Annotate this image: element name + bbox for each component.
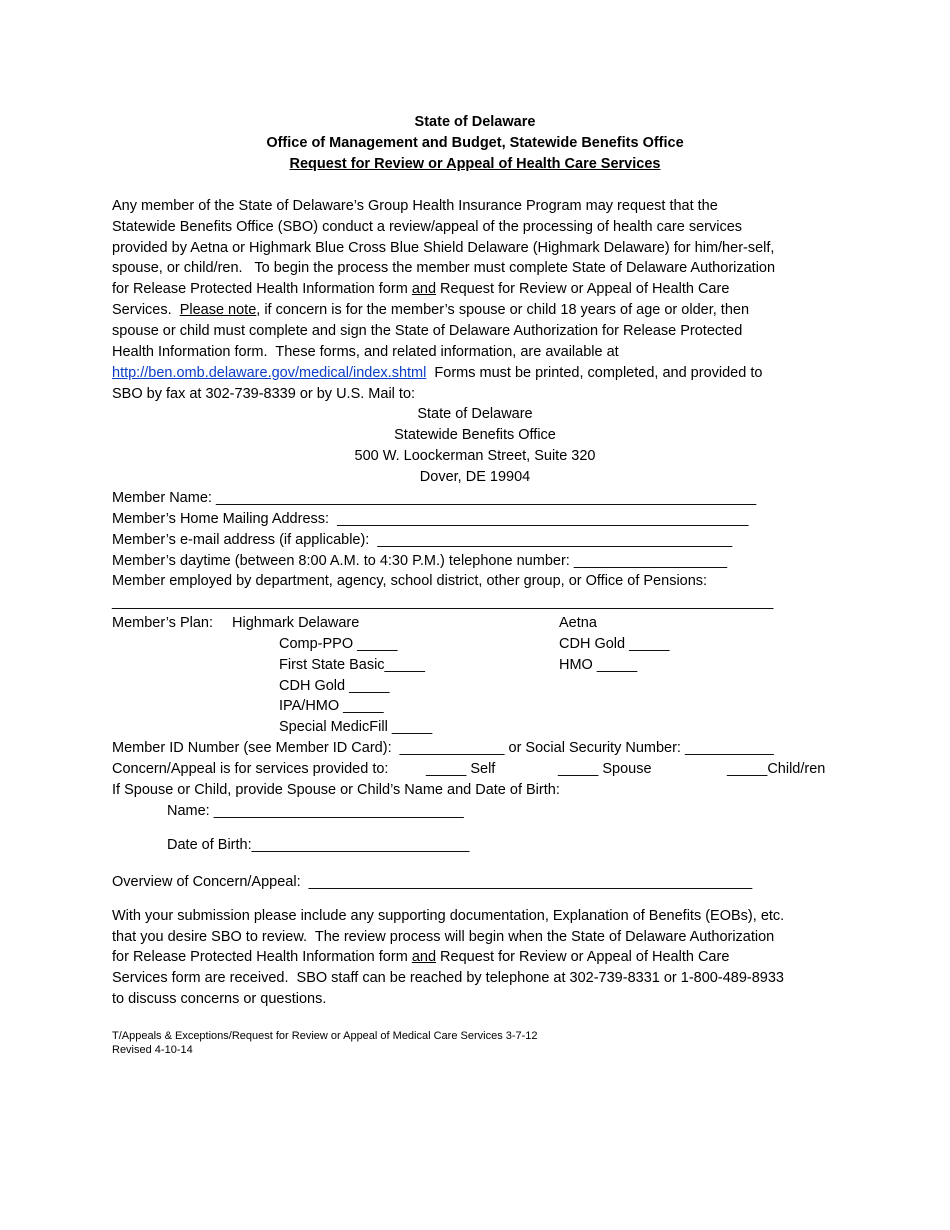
intro-text: for Release Protected Health Information form [112,281,412,297]
intro-line: spouse or child must complete and sign the State of Delaware Authorization for Release Protected [112,323,743,339]
benefits-website-link[interactable]: http://ben.omb.delaware.gov/medical/index.shtml [112,365,427,381]
address-line: Statewide Benefits Office [394,427,556,443]
plan-option-ipa-hmo[interactable]: IPA/HMO _____ [279,698,384,714]
address-line: Dover, DE 19904 [419,469,531,485]
plan-option-special-medicfill[interactable]: Special MedicFill _____ [279,719,433,735]
plan-option-comp-ppo[interactable]: Comp-PPO _____ [279,636,398,652]
aetna-title: Aetna [559,615,597,631]
intro-line: Any member of the State of Delaware’s Group Health Insurance Program may request that the [112,198,718,214]
plan-option-aetna-cdh-gold[interactable]: CDH Gold _____ [559,636,670,652]
footer-file-path: T/Appeals & Exceptions/Request for Review or Appeal of Medical Care Services 3-7-12 [112,1030,538,1042]
highmark-title: Highmark Delaware [232,615,360,631]
plan-option-first-state-basic[interactable]: First State Basic_____ [279,657,425,673]
header-office: Office of Management and Budget, Statewide Benefits Office [266,135,684,151]
closing-line: that you desire SBO to review. The review process will begin when the State of Delaware Authorization [112,929,775,945]
concern-self-option[interactable]: _____ Self [426,761,496,777]
header-state: State of Delaware [414,114,536,130]
intro-line [112,363,762,384]
form-title: Request for Review or Appeal of Health Care Services [289,156,661,172]
closing-line: Services form are received. SBO staff can be reached by telephone at 302-739-8331 or 1-800-489-8933 [112,970,784,986]
intro-text: Services. [112,302,180,318]
intro-text: Forms must be printed, completed, and provided to [426,365,763,381]
closing-text: Request for Review or Appeal of Health Care [436,949,730,965]
employer-field[interactable]: __________________________________________________________________________________ [112,594,774,610]
dependent-name-field[interactable]: Name: _______________________________ [167,803,464,819]
address-line: State of Delaware [417,406,533,422]
intro-line: Health Information form. These forms, and related information, are available at [112,344,619,360]
overview-field[interactable]: Overview of Concern/Appeal: _______________________________________________________ [112,874,753,890]
plan-option-aetna-hmo[interactable]: HMO _____ [559,657,638,673]
intro-text: , if concern is for the member’s spouse or child 18 years of age or older, then [256,302,750,318]
closing-text: for Release Protected Health Information form [112,949,412,965]
intro-line [112,300,749,321]
address-line: 500 W. Loockerman Street, Suite 320 [354,448,596,464]
concern-child-option[interactable]: _____Child/ren [727,761,826,777]
concern-spouse-option[interactable]: _____ Spouse [558,761,652,777]
intro-line: provided by Aetna or Highmark Blue Cross Blue Shield Delaware (Highmark Delaware) for him/her-self, [112,240,775,256]
plan-option-highmark-cdh-gold[interactable]: CDH Gold _____ [279,678,390,694]
intro-line: Statewide Benefits Office (SBO) conduct a review/appeal of the processing of health care services [112,219,743,235]
closing-line: With your submission please include any supporting documentation, Explanation of Benefits (EOBs), etc. [112,908,785,924]
intro-line: SBO by fax at 302-739-8339 or by U.S. Mail to: [112,386,416,402]
intro-text: Request for Review or Appeal of Health Care [436,281,730,297]
emphasis-and: and [411,949,437,965]
employer-label: Member employed by department, agency, school district, other group, or Office of Pensions: [112,573,708,589]
concern-label: Concern/Appeal is for services provided to: [112,761,389,777]
member-name-field[interactable]: Member Name: ___________________________________________________________________ [112,490,757,506]
member-id-ssn-field[interactable]: Member ID Number (see Member ID Card): _____________ or Social Security Number: ___________ [112,740,774,756]
footer-revised: Revised 4-10-14 [112,1044,193,1056]
emphasis-and: and [411,281,437,297]
phone-field[interactable]: Member’s daytime (between 8:00 A.M. to 4:30 P.M.) telephone number: ___________________ [112,553,728,569]
closing-line [112,947,729,968]
closing-line: to discuss concerns or questions. [112,991,327,1007]
dependent-dob-field[interactable]: Date of Birth:___________________________ [167,837,470,853]
please-note: Please note [179,302,257,318]
intro-line [112,279,729,300]
dependent-intro: If Spouse or Child, provide Spouse or Child’s Name and Date of Birth: [112,782,560,798]
email-field[interactable]: Member’s e-mail address (if applicable): ____________________________________________ [112,532,733,548]
home-address-field[interactable]: Member’s Home Mailing Address: ___________________________________________________ [112,511,749,527]
plan-label: Member’s Plan: [112,615,214,631]
intro-line: spouse, or child/ren. To begin the process the member must complete State of Delaware Authorization [112,260,776,276]
